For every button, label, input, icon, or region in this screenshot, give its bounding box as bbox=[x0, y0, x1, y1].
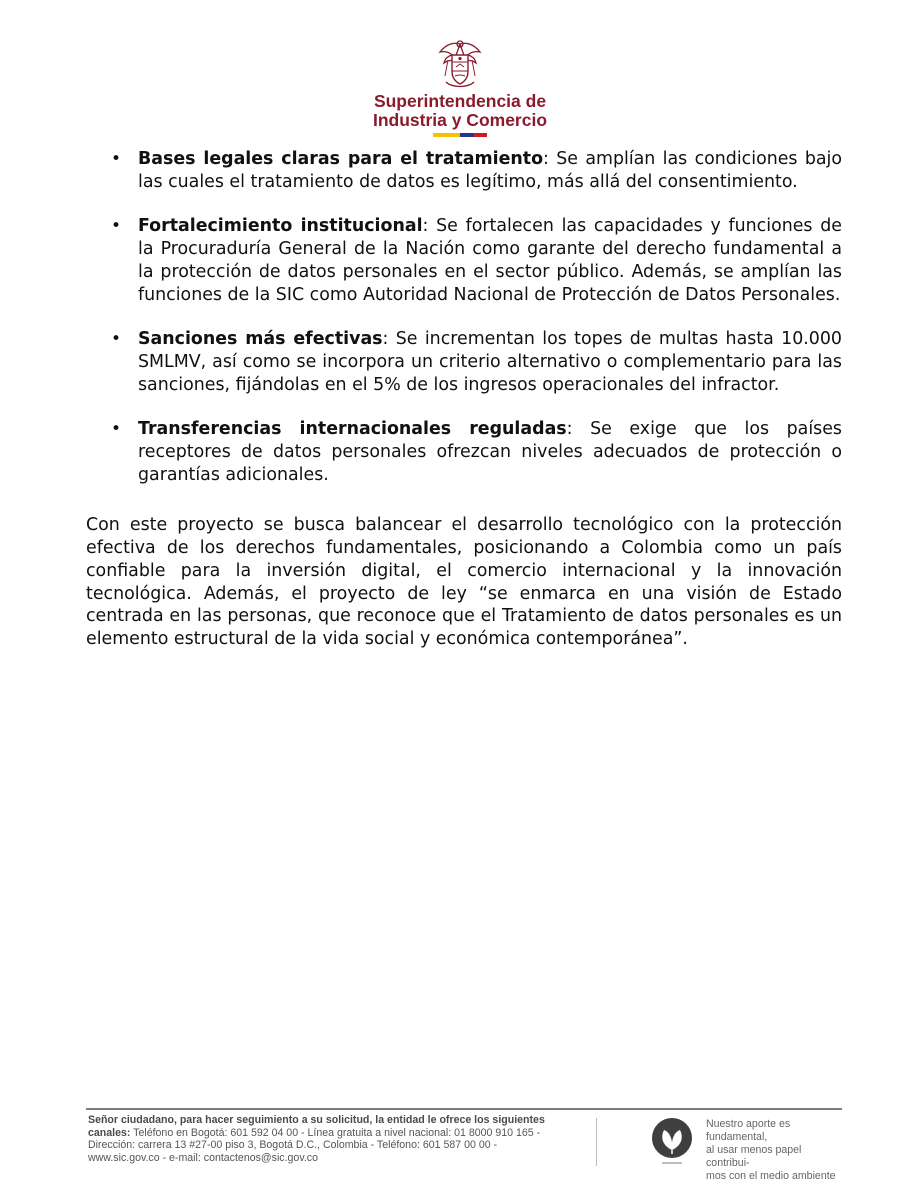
eco-message bbox=[706, 1118, 846, 1183]
bullet-item-legal-bases bbox=[86, 148, 842, 193]
bullet-title: Transferencias internacionales reguladas bbox=[138, 419, 567, 440]
flag-color-bar bbox=[433, 133, 487, 137]
document-body bbox=[86, 148, 842, 651]
footer-channels-text: Teléfono en Bogotá: 601 592 04 00 - Línea gratuita a nivel nacional: 01 8000 910 165 - bbox=[130, 1126, 541, 1139]
coat-of-arms-icon bbox=[436, 38, 484, 90]
bullet-title: Bases legales claras para el tratamiento bbox=[138, 149, 544, 169]
bullet-text: : Se incrementan los topes de multas hasta 10.000 SMLMV, así como se incorpora un criterio alternativo o complementario para las sanciones, fijándolas en el 5% de los ingresos operacionales del infractor. bbox=[138, 329, 842, 395]
footer-web-email: www.sic.gov.co - e-mail: contactenos@sic.gov.co bbox=[88, 1151, 318, 1164]
contact-info bbox=[88, 1114, 578, 1164]
leaf-icon bbox=[648, 1116, 696, 1168]
bullet-list bbox=[86, 148, 842, 486]
closing-paragraph: Con este proyecto se busca balancear el desarrollo tecnológico con la protección efectiva de los derechos fundamentales, posicionando a Colombia como un país confiable para la inversión digital, el comercio internacional y la innovación tecnológica. Además, el proyecto de ley “se enmarca en una visión de Estado centrada en las personas, que reconoce que el Tratamiento de datos personales es un elemento estructural de la vida social y económica contemporánea”. bbox=[86, 515, 842, 649]
bullet-title: Sanciones más efectivas bbox=[138, 329, 383, 350]
bullet-item-transfers bbox=[86, 418, 842, 486]
organization-name-line-2: Industria y Comercio bbox=[372, 110, 548, 130]
bullet-text: : Se fortalecen las capacidades y funciones de la Procuraduría General de la Nación como garante del derecho fundamental a la protección de datos personales en el sector público. Además, se amplían las funciones de la SIC como Autoridad Nacional de Protección de Datos Personales. bbox=[138, 216, 842, 305]
organization-name bbox=[340, 92, 580, 130]
bullet-text: : Se exige que los países receptores de datos personales ofrezcan niveles adecuados de protección o garantías adicionales. bbox=[138, 419, 842, 485]
footer-divider bbox=[596, 1118, 597, 1166]
eco-message-line-1: Nuestro aporte es fundamental, bbox=[706, 1118, 791, 1143]
footer-channels-label: canales: bbox=[88, 1126, 131, 1139]
bullet-icon: • bbox=[111, 419, 122, 440]
organization-name-line-1: Superintendencia de bbox=[373, 91, 547, 111]
eco-message-line-2: al usar menos papel contribui- bbox=[706, 1144, 802, 1169]
eco-message-line-3: mos con el medio ambiente bbox=[706, 1170, 836, 1182]
bullet-title: Fortalecimiento institucional bbox=[138, 216, 423, 237]
flag-blue-stripe bbox=[460, 133, 474, 137]
bullet-text: : Se amplían las condiciones bajo las cuales el tratamiento de datos es legítimo, más allá del consentimiento. bbox=[138, 149, 843, 192]
bullet-item-institutional bbox=[86, 215, 842, 306]
bullet-icon: • bbox=[111, 149, 122, 169]
footer-intro: Señor ciudadano, para hacer seguimiento a su solicitud, la entidad le ofrece los siguientes bbox=[88, 1114, 545, 1126]
bullet-item-sanctions bbox=[86, 328, 842, 396]
bullet-icon: • bbox=[111, 216, 122, 237]
document-header bbox=[0, 38, 920, 137]
flag-red-stripe bbox=[474, 133, 488, 137]
document-footer bbox=[86, 1108, 842, 1182]
flag-yellow-stripe bbox=[433, 133, 460, 137]
footer-address: Dirección: carrera 13 #27-00 piso 3, Bogotá D.C., Colombia - Teléfono: 601 587 00 00 - bbox=[88, 1139, 498, 1151]
bullet-icon: • bbox=[111, 329, 122, 350]
